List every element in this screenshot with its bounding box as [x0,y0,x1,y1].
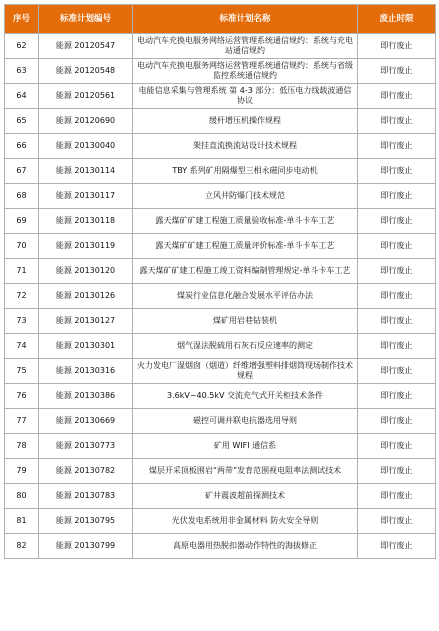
row-status: 即行废止 [358,509,436,534]
row-plan-name: 烟气湿法脱硫用石灰石反应速率的测定 [133,334,358,359]
row-index: 68 [5,184,39,209]
row-plan-no: 能源 20130117 [39,184,133,209]
row-index: 67 [5,159,39,184]
table-row [5,309,436,334]
row-index: 64 [5,84,39,109]
standards-table [4,4,436,559]
row-status: 即行废止 [358,134,436,159]
row-plan-no: 能源 20130120 [39,259,133,284]
row-plan-name: 电动汽车充换电服务网络运营管理系统通信规约：系统与充电站通信规约 [133,34,358,59]
table-row [5,409,436,434]
row-status: 即行废止 [358,534,436,559]
row-status: 即行废止 [358,309,436,334]
row-status: 即行废止 [358,284,436,309]
row-plan-no: 能源 20130126 [39,284,133,309]
table-header-row [5,5,436,34]
row-status: 即行废止 [358,259,436,284]
row-index: 80 [5,484,39,509]
row-status: 即行废止 [358,384,436,409]
row-plan-name: 露天煤矿矿建工程施工质量验收标准-单斗卡车工艺 [133,209,358,234]
table-row [5,234,436,259]
header-status: 废止时限 [358,5,436,34]
row-plan-no: 能源 20130301 [39,334,133,359]
row-status: 即行废止 [358,409,436,434]
row-plan-name: 架挂直流换流站设计技术规程 [133,134,358,159]
header-plan-no: 标准计划编号 [39,5,133,34]
row-plan-name: 火力发电厂湿烟囱（烟道）纤维增强塑料排烟筒现场制作技术规程 [133,359,358,384]
row-plan-no: 能源 20130114 [39,159,133,184]
row-index: 73 [5,309,39,334]
row-index: 75 [5,359,39,384]
row-status: 即行废止 [358,34,436,59]
row-status: 即行废止 [358,59,436,84]
table-row [5,484,436,509]
row-plan-no: 能源 20130040 [39,134,133,159]
row-status: 即行废止 [358,109,436,134]
table-row [5,459,436,484]
row-index: 69 [5,209,39,234]
table-row [5,34,436,59]
table-row [5,434,436,459]
row-index: 77 [5,409,39,434]
row-index: 72 [5,284,39,309]
row-index: 76 [5,384,39,409]
row-index: 62 [5,34,39,59]
row-index: 74 [5,334,39,359]
row-index: 63 [5,59,39,84]
row-plan-no: 能源 20130782 [39,459,133,484]
table-row [5,359,436,384]
table-row [5,334,436,359]
row-index: 65 [5,109,39,134]
row-plan-name: 3.6kV~40.5kV 交流充气式开关柜技术条件 [133,384,358,409]
row-plan-no: 能源 20120547 [39,34,133,59]
row-plan-name: 煤层开采顶板围岩“两带”发育范围视电阻率法测试技术 [133,459,358,484]
row-index: 79 [5,459,39,484]
row-plan-name: 矿井震波超前探测技术 [133,484,358,509]
row-index: 78 [5,434,39,459]
row-plan-name: 磁控可调并联电抗器选用导则 [133,409,358,434]
row-plan-no: 能源 20130127 [39,309,133,334]
row-status: 即行废止 [358,459,436,484]
row-index: 71 [5,259,39,284]
header-plan-name: 标准计划名称 [133,5,358,34]
row-status: 即行废止 [358,334,436,359]
table-row [5,84,436,109]
row-index: 66 [5,134,39,159]
row-index: 82 [5,534,39,559]
row-plan-no: 能源 20120548 [39,59,133,84]
row-status: 即行废止 [358,484,436,509]
row-plan-no: 能源 20130119 [39,234,133,259]
row-index: 81 [5,509,39,534]
row-plan-name: 煤炭行业信息化融合发展水平评估办法 [133,284,358,309]
row-index: 70 [5,234,39,259]
row-plan-name: 矿用 WIFI 通信系 [133,434,358,459]
standards-table-container [4,4,435,559]
row-plan-no: 能源 20130118 [39,209,133,234]
table-row [5,284,436,309]
table-row [5,259,436,284]
row-status: 即行废止 [358,209,436,234]
row-plan-name: 立风井防爆门技术规范 [133,184,358,209]
row-status: 即行废止 [358,234,436,259]
table-row [5,59,436,84]
row-status: 即行废止 [358,359,436,384]
row-plan-name: 高原电器用热脱扣器动作特性的海拔修正 [133,534,358,559]
row-plan-no: 能源 20130386 [39,384,133,409]
row-plan-no: 能源 20130783 [39,484,133,509]
table-row [5,509,436,534]
row-status: 即行废止 [358,184,436,209]
row-plan-no: 能源 20130669 [39,409,133,434]
row-plan-name: 缓杆增压机操作规程 [133,109,358,134]
row-status: 即行废止 [358,159,436,184]
row-plan-name: TBY 系列矿用隔爆型三相永磁同步电动机 [133,159,358,184]
row-plan-name: 电动汽车充换电服务网络运营管理系统通信规约：系统与省级监控系统通信规约 [133,59,358,84]
row-plan-no: 能源 20130773 [39,434,133,459]
table-row [5,159,436,184]
row-status: 即行废止 [358,84,436,109]
table-row [5,184,436,209]
table-row [5,134,436,159]
table-body [5,34,436,559]
row-plan-name: 电能信息采集与管理系统 第 4-3 部分：低压电力线载波通信协议 [133,84,358,109]
table-row [5,384,436,409]
row-plan-no: 能源 20120561 [39,84,133,109]
row-plan-no: 能源 20120690 [39,109,133,134]
row-plan-name: 露天煤矿矿建工程施工竣工资料编制管理规定-单斗卡车工艺 [133,259,358,284]
table-row [5,209,436,234]
row-plan-name: 露天煤矿矿建工程施工质量评价标准-单斗卡车工艺 [133,234,358,259]
header-index: 序号 [5,5,39,34]
table-row [5,109,436,134]
row-plan-name: 煤矿用岩巷钻装机 [133,309,358,334]
table-row [5,534,436,559]
row-plan-no: 能源 20130316 [39,359,133,384]
row-plan-no: 能源 20130799 [39,534,133,559]
row-plan-no: 能源 20130795 [39,509,133,534]
row-status: 即行废止 [358,434,436,459]
row-plan-name: 光伏发电系统用非金属材料 防火安全导则 [133,509,358,534]
